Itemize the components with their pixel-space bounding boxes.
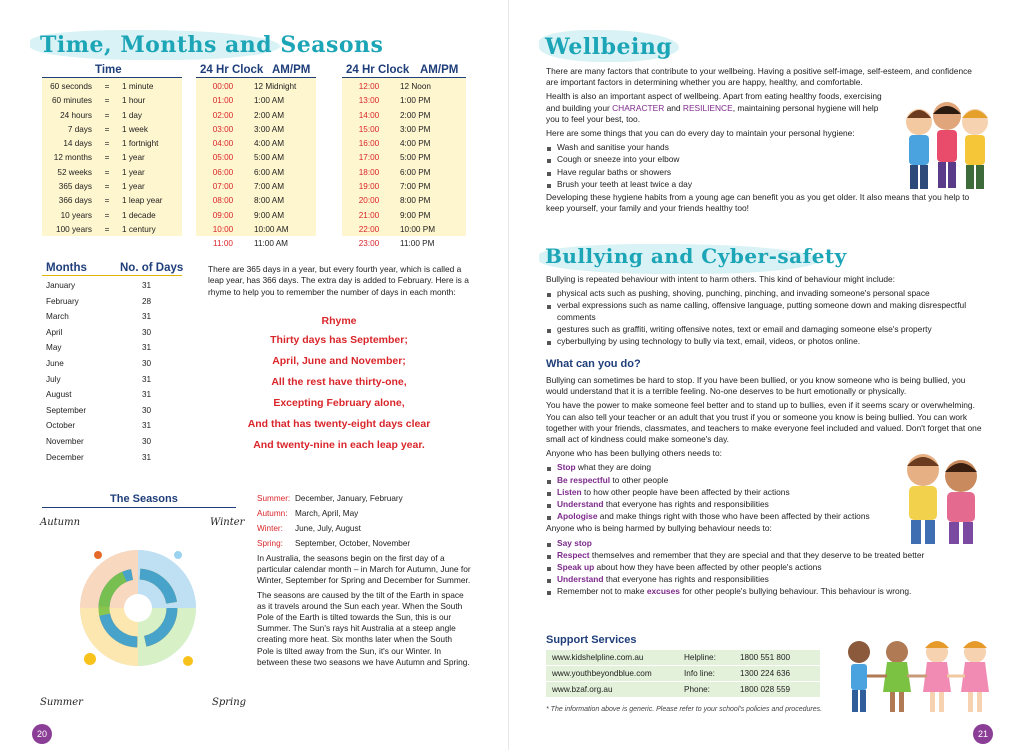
- needs-paragraph-2: Anyone who is being harmed by bullying behaviour needs to:: [546, 523, 772, 534]
- time-row: [42, 180, 182, 194]
- month-row: [42, 434, 182, 450]
- time-from: 366 days: [58, 196, 92, 206]
- bullying-paragraph-1: Bullying is repeated behaviour with intent to harm others. This kind of behaviour might include:: [546, 274, 895, 284]
- season-months-value: September, October, November: [295, 539, 411, 548]
- clock-row: [342, 94, 466, 108]
- clock-ampm: 2:00 PM: [400, 110, 431, 120]
- clock-ampm: 9:00 PM: [400, 210, 431, 220]
- action-keyword: Respect: [557, 549, 590, 560]
- time-to: 1 leap year: [122, 196, 163, 206]
- action-item: [546, 550, 986, 561]
- season-months-value: December, January, February: [295, 494, 403, 503]
- time-from: 60 minutes: [51, 96, 92, 106]
- seasons-paragraph-1: In Australia, the seasons begin on the first day of a particular calendar month – in March for Autumn, June for Winter, September for Spring and December for Summer.: [257, 553, 471, 586]
- month-days: 31: [142, 281, 152, 290]
- seasons-paragraph-2: The seasons are caused by the tilt of the Earth in space as it travels around the Sun each year. When the South Pole of the Earth is tilted towards the Sun, this is our Summer. The Sun's rays hit Australia at a steep angle creating more heat. Six months later when the South Pole is tilted away from the Sun, it's our Winter. In between these two seasons we have Autumn and Spring.: [257, 589, 470, 667]
- resilience-keyword: RESILIENCE: [682, 102, 733, 113]
- months-header: Months: [46, 262, 87, 274]
- friends-illustration: [897, 88, 997, 198]
- rhyme-title: Rhyme: [321, 315, 357, 327]
- clock-ampm: 3:00 AM: [254, 124, 285, 134]
- support-row: [546, 682, 820, 698]
- clock-row: [342, 109, 466, 123]
- month-days: 31: [142, 452, 152, 462]
- month-name: April: [46, 327, 63, 337]
- month-name: December: [46, 452, 84, 462]
- action-text: about how they have been affected by other people's actions: [594, 562, 822, 573]
- action-keyword: Speak up: [557, 562, 595, 573]
- month-name: May: [46, 343, 62, 353]
- clock-24hr: 02:00: [212, 110, 234, 120]
- clock-row: [342, 194, 466, 208]
- clock-row: [342, 80, 466, 94]
- footnote: * The information above is generic. Please refer to your school's policies and procedures.: [546, 706, 823, 713]
- action-keyword: Apologise: [557, 511, 598, 522]
- bullying-behaviour-item: verbal expressions such as name calling, offensive language, putting someone down and making disrespectful comments: [546, 300, 986, 322]
- month-row: [42, 278, 182, 294]
- time-row: [42, 151, 182, 165]
- action-item: [546, 574, 986, 585]
- wellbeing-paragraph-2: Health is also an important aspect of wellbeing. Apart from eating healthy foods, exercising and building your CHARACTER and RESILIENCE, maintaining personal hygiene will help you to feel your best, too.: [546, 91, 882, 124]
- time-equals: =: [104, 153, 110, 163]
- clock-24hr: 22:00: [358, 224, 380, 234]
- label-winter: Winter: [210, 517, 245, 528]
- action-item: [546, 511, 876, 522]
- clock-header-24hr-pm: 24 Hr Clock: [346, 64, 410, 76]
- support-label: Info line:: [684, 669, 715, 678]
- bullying-section: [546, 274, 986, 348]
- action-item: [546, 499, 876, 510]
- time-to: 1 day: [122, 110, 143, 120]
- clock-row: [342, 123, 466, 137]
- month-name: January: [46, 281, 76, 290]
- clock-24hr: 23:00: [358, 239, 380, 249]
- clock-row: [196, 123, 316, 137]
- time-row: [42, 166, 182, 180]
- time-to: 1 hour: [122, 96, 146, 106]
- clock-24hr: 05:00: [212, 153, 234, 163]
- clock-ampm: 3:00 PM: [400, 124, 431, 134]
- action-item: [546, 475, 876, 486]
- support-row: [546, 650, 820, 666]
- time-row: [42, 80, 182, 94]
- action-keyword: Be respectful: [557, 474, 611, 485]
- month-name: September: [46, 405, 87, 415]
- leap-year-text: There are 365 days in a year, but every fourth year, which is called a leap year, has 366 days. The extra day is added to February. Here is a rhyme to help you to remember the number of days in each month:: [208, 264, 469, 297]
- action-item: [546, 462, 876, 473]
- time-row: [42, 209, 182, 223]
- time-to: 1 year: [122, 167, 145, 177]
- page-title: Time, Months and Seasons: [40, 32, 384, 58]
- clock-row: [342, 237, 466, 251]
- season-name: Summer:: [257, 494, 291, 503]
- clock-row: [196, 237, 316, 251]
- action-keyword: Understand: [557, 574, 604, 585]
- bullying-title: Bullying and Cyber-safety: [545, 244, 847, 268]
- time-equals: =: [104, 82, 110, 91]
- comforting-kids-illustration: [893, 448, 993, 548]
- right-page: [508, 0, 1016, 750]
- rhyme-block: [208, 312, 470, 456]
- time-from: 7 days: [67, 124, 92, 134]
- remember-item: Remember not to make excuses for other people's bullying behaviour. This behaviour is wrong.: [546, 586, 986, 597]
- label-spring: Spring: [212, 697, 247, 708]
- clock-24hr: 17:00: [358, 153, 380, 163]
- rhyme-line: And twenty-nine in each leap year.: [253, 439, 425, 451]
- hygiene-item: Cough or sneeze into your elbow: [546, 154, 986, 165]
- time-to: 1 year: [122, 182, 145, 192]
- month-days: 31: [142, 421, 152, 431]
- action-text: that everyone has rights and responsibilities: [603, 499, 769, 510]
- time-header: Time: [95, 64, 122, 76]
- season-months-list: [257, 491, 477, 551]
- clock-24hr: 04:00: [212, 139, 234, 149]
- time-row: [42, 109, 182, 123]
- month-row: [42, 403, 182, 419]
- support-number: 1300 224 636: [740, 669, 791, 678]
- clock-row: [342, 137, 466, 151]
- clock-ampm: 5:00 AM: [254, 153, 285, 163]
- rhyme-line: And that has twenty-eight days clear: [247, 418, 431, 430]
- clock-row: [196, 151, 316, 165]
- clock-ampm: 4:00 AM: [254, 139, 285, 149]
- what-can-you-do-header: What can you do?: [546, 358, 641, 370]
- month-days: 28: [142, 296, 152, 306]
- clock-ampm: 4:00 PM: [400, 139, 431, 149]
- clock-24hr: 06:00: [212, 167, 234, 177]
- rhyme-line: Excepting February alone,: [273, 397, 405, 409]
- month-days: 31: [142, 343, 152, 353]
- season-name: Spring:: [257, 539, 283, 548]
- wellbeing-title: Wellbeing: [545, 34, 673, 60]
- label-summer: Summer: [40, 697, 83, 708]
- seasons-cycle-illustration: [68, 533, 208, 683]
- support-number: 1800 028 559: [740, 685, 791, 694]
- month-days: 31: [142, 312, 152, 322]
- month-name: June: [46, 358, 64, 368]
- label-autumn: Autumn: [40, 517, 81, 528]
- month-row: [42, 356, 182, 372]
- action-text: to other people: [610, 474, 669, 485]
- page-number-right: 21: [973, 724, 993, 744]
- clock-ampm: 9:00 AM: [254, 210, 285, 220]
- time-equals: =: [104, 210, 110, 220]
- month-row: [42, 294, 182, 310]
- clock-ampm: 1:00 PM: [400, 96, 431, 106]
- clock-24hr: 19:00: [358, 182, 380, 192]
- wellbeing-paragraph-4: Developing these hygiene habits from a young age can benefit you as you get older. It also means that you help to keep yourself, your family and your friends healthy too!: [546, 192, 970, 214]
- month-days: 30: [142, 436, 152, 446]
- support-url: www.bzaf.org.au: [552, 685, 613, 694]
- hygiene-item: Brush your teeth at least twice a day: [546, 179, 986, 190]
- clock-row: [196, 209, 316, 223]
- clock-24hr: 07:00: [212, 182, 234, 192]
- action-text: themselves and remember that they are special and that they deserve to be treated better: [589, 549, 925, 560]
- what-paragraph-1: Bullying can sometimes be hard to stop. If you have been bullied, or you know someone who is being bullied, you would understand that it is a terrible feeling. No-one deserves to be hurt emotionally or physically.: [546, 375, 966, 397]
- action-keyword: Say stop: [557, 537, 592, 548]
- time-to: 1 minute: [122, 82, 154, 91]
- rhyme-line: Thirty days has September;: [270, 334, 408, 346]
- action-item: [546, 487, 876, 498]
- season-months-value: June, July, August: [295, 524, 361, 533]
- time-to: 1 year: [122, 153, 145, 163]
- clock-header-24hr: 24 Hr Clock: [200, 64, 264, 76]
- month-name: February: [46, 296, 79, 306]
- season-months-value: March, April, May: [295, 509, 359, 518]
- seasons-header: The Seasons: [110, 493, 178, 505]
- time-from: 14 days: [63, 139, 92, 149]
- action-item: [546, 562, 986, 573]
- clock-row: [196, 166, 316, 180]
- time-equals: =: [104, 196, 110, 206]
- clock-24hr: 14:00: [358, 110, 380, 120]
- season-name: Autumn:: [257, 509, 288, 518]
- clock-row: [342, 209, 466, 223]
- month-name: August: [46, 390, 72, 400]
- month-name: July: [46, 374, 61, 384]
- months-table: [42, 278, 182, 465]
- time-equals: =: [104, 124, 110, 134]
- month-days: 31: [142, 374, 152, 384]
- clock-24hr: 12:00: [358, 82, 380, 91]
- days-header: No. of Days: [120, 262, 184, 274]
- clock-24hr: 15:00: [358, 124, 380, 134]
- month-row: [42, 340, 182, 356]
- clock-row: [342, 223, 466, 237]
- wellbeing-paragraph-3: Here are some things that you can do every day to maintain your personal hygiene:: [546, 128, 855, 139]
- clock-24hr: 08:00: [212, 196, 234, 206]
- support-services-header: Support Services: [546, 634, 637, 646]
- bullying-behaviour-item: cyberbullying by using technology to bully via text, email, videos, or photos online.: [546, 336, 986, 347]
- time-row: [42, 94, 182, 108]
- bullying-behaviour-item: gestures such as graffiti, writing offensive notes, text or email and damaging someone else's property: [546, 324, 986, 335]
- clock-24hr: 18:00: [358, 167, 380, 177]
- time-to: 1 decade: [122, 210, 156, 220]
- clock-24hr: 16:00: [358, 139, 380, 149]
- clock-header-ampm-pm: AM/PM: [420, 64, 459, 76]
- month-name: March: [46, 312, 69, 322]
- time-row: [42, 194, 182, 208]
- time-from: 24 hours: [60, 110, 92, 120]
- clock-ampm: 5:00 PM: [400, 153, 431, 163]
- clock-24hr: 01:00: [212, 96, 234, 106]
- rhyme-line: All the rest have thirty-one,: [271, 376, 407, 388]
- time-to: 1 week: [122, 124, 148, 134]
- clock-ampm: 7:00 PM: [400, 182, 431, 192]
- time-equals: =: [104, 96, 110, 106]
- clock-24hr: 10:00: [212, 224, 234, 234]
- clock-row: [196, 223, 316, 237]
- clock-row: [342, 180, 466, 194]
- needs-paragraph-1: Anyone who has been bullying others needs to:: [546, 448, 722, 459]
- support-label: Helpline:: [684, 653, 716, 662]
- rhyme-line: April, June and November;: [272, 355, 406, 367]
- clock-ampm: 11:00 AM: [254, 239, 288, 249]
- clock-ampm: 6:00 AM: [254, 167, 285, 177]
- clock-row: [196, 94, 316, 108]
- clock-24hr: 00:00: [212, 82, 234, 91]
- clock-row: [342, 151, 466, 165]
- support-url: www.kidshelpline.com.au: [552, 653, 644, 662]
- month-row: [42, 325, 182, 341]
- clock-ampm: 1:00 AM: [254, 96, 285, 106]
- time-from: 100 years: [56, 224, 92, 234]
- month-name: November: [46, 436, 84, 446]
- action-keyword: Stop: [557, 462, 576, 473]
- action-text: to how other people have been affected by their actions: [581, 486, 790, 497]
- clock-24hr: 13:00: [358, 96, 380, 106]
- time-from: 10 years: [60, 210, 92, 220]
- time-from: 60 seconds: [50, 82, 92, 91]
- support-number: 1800 551 800: [740, 653, 791, 662]
- time-from: 52 weeks: [57, 167, 92, 177]
- clock-ampm: 10:00 AM: [254, 224, 289, 234]
- support-url: www.youthbeyondblue.com: [552, 669, 652, 678]
- clock-ampm: 8:00 PM: [400, 196, 431, 206]
- time-to: 1 century: [122, 224, 156, 234]
- season-months-row: [257, 491, 477, 506]
- month-row: [42, 450, 182, 466]
- season-months-row: [257, 521, 477, 536]
- month-row: [42, 387, 182, 403]
- bullying-behaviour-item: physical acts such as pushing, shoving, punching, pinching, and invading someone's personal space: [546, 288, 986, 299]
- month-days: 31: [142, 390, 152, 400]
- time-row: [42, 137, 182, 151]
- clock-ampm: 8:00 AM: [254, 196, 285, 206]
- time-from: 12 months: [53, 153, 92, 163]
- support-table: [546, 650, 820, 698]
- clock-ampm: 2:00 AM: [254, 110, 285, 120]
- season-name: Winter:: [257, 524, 283, 533]
- support-row: [546, 666, 820, 682]
- month-days: 30: [142, 327, 152, 337]
- time-table: [42, 78, 182, 236]
- character-keyword: CHARACTER: [612, 102, 665, 113]
- clock-ampm: 11:00 PM: [400, 239, 435, 249]
- clock-row: [196, 80, 316, 94]
- clock-row: [196, 137, 316, 151]
- hygiene-item: Wash and sanitise your hands: [546, 142, 986, 153]
- clock-row: [342, 166, 466, 180]
- page-number-left: 20: [32, 724, 52, 744]
- clock-24hr: 21:00: [358, 210, 380, 220]
- action-keyword: Understand: [557, 499, 604, 510]
- month-row: [42, 372, 182, 388]
- wellbeing-paragraph-1: There are many factors that contribute to your wellbeing. Having a positive self-image, self-esteem, and confidence are important factors in determining whether you are happy, healthy, and comfortable.: [546, 66, 972, 88]
- clock-ampm: 7:00 AM: [254, 182, 285, 192]
- clock-row: [196, 180, 316, 194]
- month-name: October: [46, 421, 76, 431]
- clock-24hr: 03:00: [212, 124, 234, 134]
- time-row: [42, 123, 182, 137]
- clock-ampm: 10:00 PM: [400, 224, 436, 234]
- time-to: 1 fortnight: [122, 139, 159, 149]
- month-row: [42, 309, 182, 325]
- clock-header-ampm: AM/PM: [272, 64, 311, 76]
- time-equals: =: [104, 182, 110, 192]
- action-text: and make things right with those who have been affected by their actions: [597, 511, 870, 522]
- action-text: what they are doing: [575, 462, 652, 473]
- clock-ampm: 6:00 PM: [400, 167, 431, 177]
- clock-ampm: 12 Noon: [400, 82, 431, 91]
- time-equals: =: [104, 224, 110, 234]
- season-months-row: [257, 536, 477, 551]
- time-row: [42, 223, 182, 237]
- action-text: that everyone has rights and responsibilities: [603, 574, 769, 585]
- hygiene-item: Have regular baths or showers: [546, 167, 986, 178]
- children-holding-hands-illustration: [839, 636, 999, 716]
- clock-24hr: 20:00: [358, 196, 380, 206]
- clock-table-pm: [342, 78, 466, 249]
- season-months-row: [257, 506, 477, 521]
- clock-table-am: [196, 78, 316, 249]
- action-keyword: Listen: [557, 486, 582, 497]
- support-label: Phone:: [684, 685, 710, 694]
- seasons-paragraphs: [257, 553, 471, 671]
- time-equals: =: [104, 167, 110, 177]
- what-paragraph-2: You have the power to make someone feel better and to stand up to bullies, even if it seems scary or overwhelming. You can also tell your teacher or an adult that you trust if you or someone you know is being bullied. You can work together with your friends, classmates, and teachers to make everyone feel included and valued. Don't forget that one small act of kindness could make someone's day.: [546, 400, 982, 445]
- clock-row: [196, 194, 316, 208]
- month-row: [42, 418, 182, 434]
- month-days: 30: [142, 405, 152, 415]
- clock-ampm: 12 Midnight: [254, 82, 297, 91]
- clock-24hr: 11:00: [213, 239, 233, 249]
- time-equals: =: [104, 110, 110, 120]
- month-days: 30: [142, 358, 152, 368]
- clock-row: [196, 109, 316, 123]
- time-equals: =: [104, 139, 110, 149]
- time-from: 365 days: [58, 182, 92, 192]
- clock-24hr: 09:00: [212, 210, 234, 220]
